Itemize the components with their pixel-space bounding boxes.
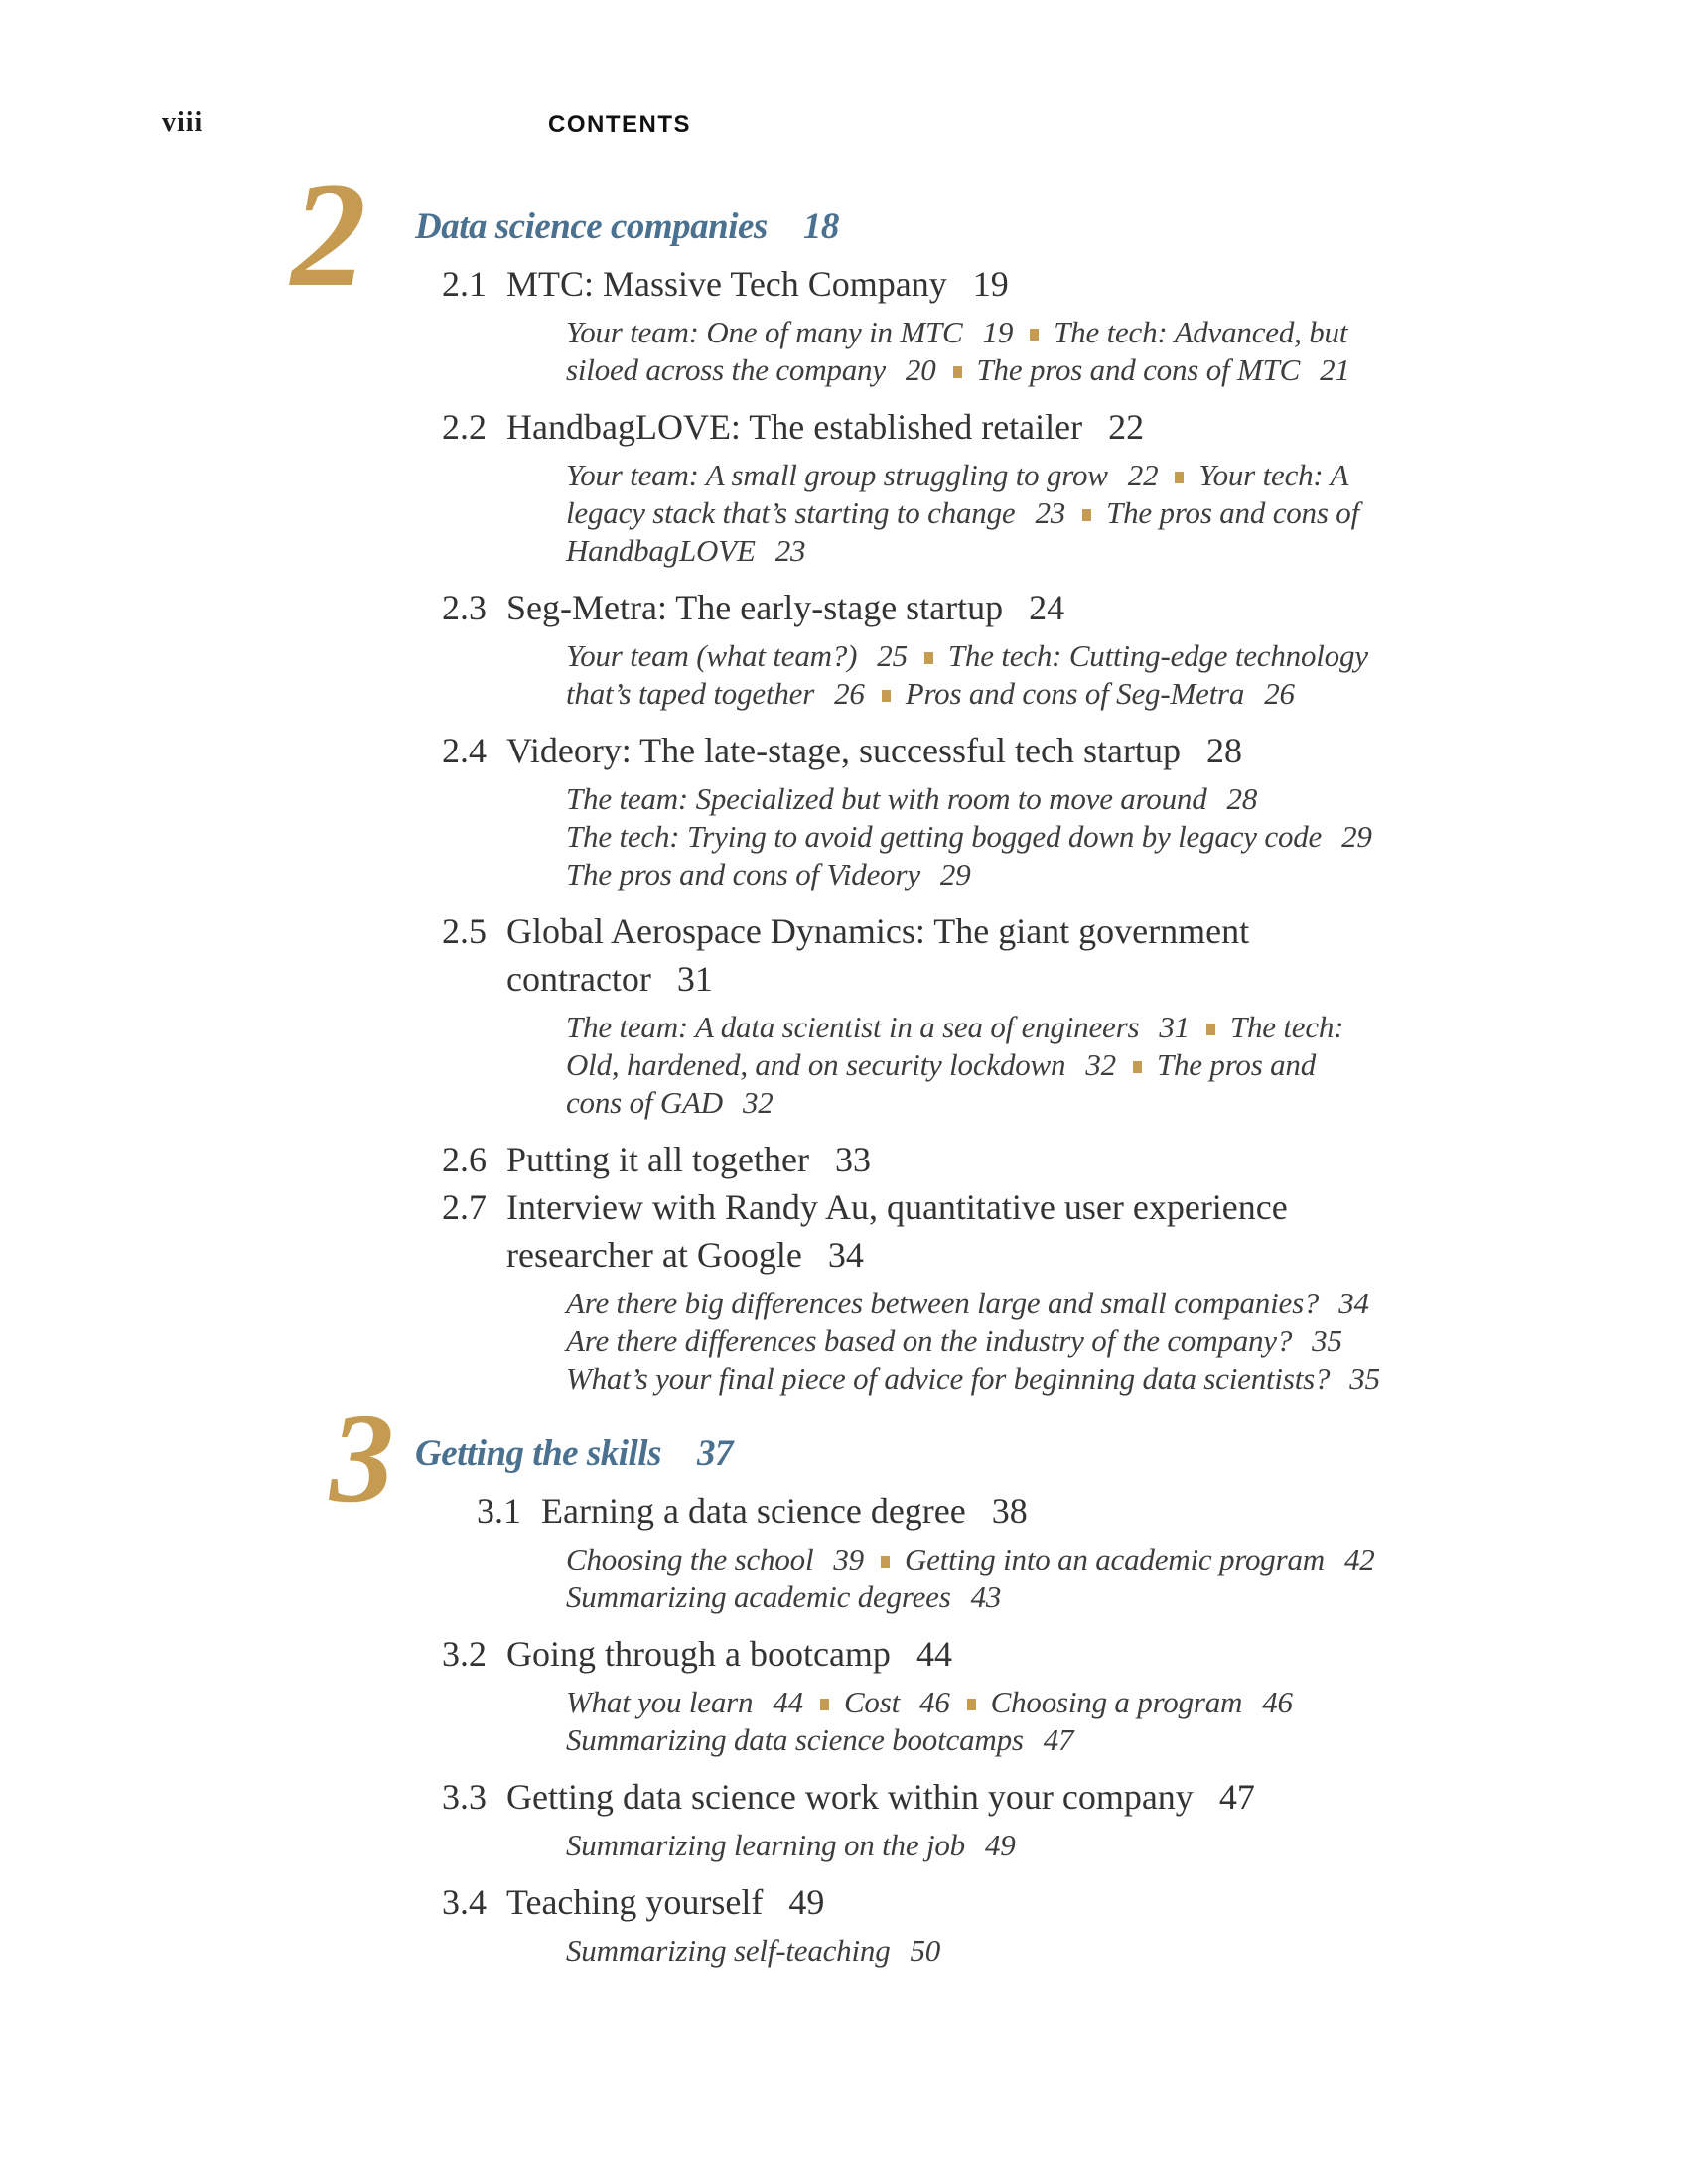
chapter-page-number: 18: [802, 206, 839, 247]
section-heading: [442, 727, 1465, 774]
subsection-page-number: 46: [919, 1685, 950, 1719]
subsection-page-number: 22: [1127, 458, 1159, 492]
section-page-number: 49: [788, 1882, 825, 1922]
subsection-entry: The tech: Trying to avoid getting bogged down by legacy code: [566, 819, 1323, 854]
section-title-line: [506, 1773, 1465, 1821]
section-title-line: [506, 1136, 1465, 1183]
subsection-page-number: 25: [877, 638, 908, 673]
subsection-entry: Summarizing self-teaching: [566, 1933, 891, 1968]
section-row: [442, 1630, 1465, 1759]
section-row: [442, 1487, 1465, 1616]
square-bullet-icon: [820, 1699, 829, 1710]
subsection-line: [566, 675, 1465, 713]
subsection-list: [566, 1932, 1465, 1970]
subsection-line: [566, 314, 1465, 351]
subsection-line: [566, 1009, 1465, 1046]
subsection-list: [566, 637, 1465, 713]
subsection-page-number: 31: [1159, 1010, 1190, 1044]
subsection-page-number: 19: [982, 315, 1014, 349]
section-row: [442, 260, 1465, 389]
section-heading: [477, 1487, 1465, 1535]
subsection-entry: The tech: Cutting-edge technology: [947, 638, 1368, 673]
section-page-number: 24: [1029, 588, 1065, 627]
section-page-number: 34: [827, 1235, 864, 1275]
subsection-entry: Pros and cons of Seg-Metra: [905, 676, 1245, 711]
subsection-entry: The pros and cons of Videory: [566, 857, 920, 891]
subsection-entry: that’s taped together: [566, 676, 815, 711]
chapter-block: [291, 151, 1465, 1412]
section-page-number: 31: [676, 959, 713, 999]
square-bullet-icon: [882, 690, 891, 702]
subsection-entry: Your team: A small group struggling to grow: [566, 458, 1108, 492]
subsection-line: [566, 1684, 1465, 1721]
subsection-list: [566, 1827, 1465, 1864]
section-title-line: [506, 727, 1465, 774]
subsection-entry: Cost: [843, 1685, 901, 1719]
subsection-entry: Choosing a program: [990, 1685, 1243, 1719]
subsection-entry: legacy stack that’s starting to change: [566, 495, 1016, 530]
subsection-line: [566, 457, 1465, 494]
chapter-page-number: 37: [696, 1433, 733, 1474]
square-bullet-icon: [1082, 509, 1091, 521]
subsection-entry: The pros and: [1156, 1047, 1317, 1082]
subsection-line: [566, 780, 1465, 818]
section-row: [442, 907, 1465, 1122]
subsection-line: [566, 637, 1465, 675]
subsection-line: [566, 351, 1465, 389]
section-row: [442, 584, 1465, 713]
subsection-page-number: 35: [1349, 1361, 1380, 1396]
subsection-page-number: 34: [1338, 1286, 1369, 1320]
subsection-page-number: 29: [1341, 819, 1372, 854]
subsection-entry: cons of GAD: [566, 1085, 723, 1120]
section-title: HandbagLOVE: The established retailer: [506, 407, 1083, 447]
section-heading: [442, 1183, 1465, 1279]
chapter-title-text: Data science companies: [415, 206, 768, 247]
subsection-entry: The pros and cons of: [1106, 495, 1359, 530]
subsection-entry: Are there differences based on the industry of the company?: [566, 1323, 1293, 1358]
section-title-line: [506, 1183, 1465, 1231]
section-heading: [442, 260, 1465, 308]
section-title-line: [506, 955, 1465, 1003]
subsection-entry: The tech:: [1229, 1010, 1344, 1044]
subsection-entry: Your team: One of many in MTC: [566, 315, 963, 349]
section-number: 2.5: [442, 911, 487, 951]
subsection-page-number: 23: [774, 533, 806, 568]
section-row: [442, 1183, 1465, 1398]
square-bullet-icon: [924, 652, 933, 664]
section-row: [442, 403, 1465, 570]
section-number: 2.3: [442, 588, 487, 627]
section-heading: [442, 1136, 1465, 1183]
subsection-list: [566, 1541, 1465, 1616]
section-number: 2.6: [442, 1140, 487, 1179]
subsection-page-number: 32: [742, 1085, 774, 1120]
subsection-line: [566, 532, 1465, 570]
section-number: 2.1: [442, 264, 487, 304]
subsection-entry: What’s your final piece of advice for beginning data scientists?: [566, 1361, 1331, 1396]
chapter-title-text: Getting the skills: [415, 1433, 661, 1474]
section-page-number: 47: [1218, 1777, 1255, 1817]
subsection-entry: The team: A data scientist in a sea of engineers: [566, 1010, 1140, 1044]
section-title-line: [506, 1878, 1465, 1926]
chapter-title: [415, 1430, 1465, 1479]
section-row: [442, 1136, 1465, 1183]
subsection-entry: HandbagLOVE: [566, 533, 756, 568]
square-bullet-icon: [967, 1699, 976, 1710]
subsection-entry: Old, hardened, and on security lockdown: [566, 1047, 1066, 1082]
section-row: [442, 1878, 1465, 1970]
section-title: Seg-Metra: The early-stage startup: [506, 588, 1004, 627]
subsection-page-number: 26: [1264, 676, 1295, 711]
subsection-line: [566, 1084, 1465, 1122]
subsection-line: [566, 494, 1465, 532]
section-row: [442, 727, 1465, 893]
section-title: Global Aerospace Dynamics: The giant government: [506, 911, 1250, 951]
subsection-page-number: 21: [1320, 352, 1350, 387]
subsection-line: [566, 1322, 1465, 1360]
square-bullet-icon: [953, 366, 962, 378]
section-number: 3.4: [442, 1882, 487, 1922]
page-folio: viii: [162, 107, 204, 138]
subsection-line: [566, 1932, 1465, 1970]
subsection-entry: Getting into an academic program: [904, 1542, 1325, 1576]
section-title: contractor: [506, 959, 651, 999]
section-heading: [442, 1630, 1465, 1678]
square-bullet-icon: [881, 1556, 890, 1568]
section-page-number: 44: [915, 1634, 952, 1674]
subsection-list: [566, 1009, 1465, 1122]
section-page-number: 38: [991, 1491, 1028, 1531]
section-title: MTC: Massive Tech Company: [506, 264, 947, 304]
subsection-page-number: 29: [939, 857, 971, 891]
subsection-list: [566, 1285, 1465, 1398]
subsection-entry: What you learn: [566, 1685, 754, 1719]
subsection-page-number: 20: [905, 352, 936, 387]
running-header: CONTENTS: [548, 111, 691, 138]
subsection-page-number: 23: [1035, 495, 1066, 530]
subsection-page-number: 50: [910, 1933, 941, 1968]
section-title-line: [506, 403, 1465, 451]
subsection-line: [566, 1721, 1465, 1759]
subsection-list: [566, 457, 1465, 570]
subsection-entry: Summarizing data science bootcamps: [566, 1722, 1024, 1757]
subsection-entry: Summarizing learning on the job: [566, 1828, 965, 1862]
section-title-line: [506, 260, 1465, 308]
subsection-page-number: 26: [834, 676, 865, 711]
section-title-line: [506, 907, 1465, 955]
subsection-entry: The pros and cons of MTC: [976, 352, 1301, 387]
square-bullet-icon: [1175, 472, 1184, 483]
section-number: 2.2: [442, 407, 487, 447]
section-title: Teaching yourself: [506, 1882, 764, 1922]
subsection-page-number: 35: [1312, 1323, 1342, 1358]
section-heading: [442, 584, 1465, 631]
subsection-line: [566, 1046, 1465, 1084]
subsection-entry: Your team (what team?): [566, 638, 858, 673]
square-bullet-icon: [1133, 1061, 1142, 1073]
subsection-entry: The tech: Advanced, but: [1054, 315, 1348, 349]
section-title: Videory: The late-stage, successful tech startup: [506, 731, 1181, 770]
subsection-entry: Choosing the school: [566, 1542, 814, 1576]
section-title-line: [506, 584, 1465, 631]
chapter-numeral: 3: [330, 1387, 394, 1530]
subsection-list: [566, 314, 1465, 389]
section-title: Going through a bootcamp: [506, 1634, 891, 1674]
section-heading: [442, 1878, 1465, 1926]
section-number: 3.3: [442, 1777, 487, 1817]
section-number: 3.2: [442, 1634, 487, 1674]
subsection-line: [566, 1285, 1465, 1322]
chapter-numeral: 2: [291, 151, 366, 318]
section-page-number: 28: [1205, 731, 1242, 770]
section-number: 2.7: [442, 1187, 487, 1227]
subsection-page-number: 32: [1085, 1047, 1116, 1082]
section-page-number: 19: [972, 264, 1009, 304]
section-row: [442, 1773, 1465, 1864]
subsection-entry: The team: Specialized but with room to move around: [566, 781, 1207, 816]
section-title: Putting it all together: [506, 1140, 809, 1179]
subsection-list: [566, 780, 1465, 893]
square-bullet-icon: [1030, 329, 1039, 341]
section-number: 2.4: [442, 731, 487, 770]
subsection-page-number: 47: [1043, 1722, 1074, 1757]
subsection-page-number: 28: [1226, 781, 1258, 816]
square-bullet-icon: [1206, 1024, 1215, 1035]
subsection-page-number: 46: [1262, 1685, 1293, 1719]
section-title: Getting data science work within your company: [506, 1777, 1194, 1817]
subsection-entry: Your tech: A: [1198, 458, 1349, 492]
chapter-block: [330, 1387, 1465, 1983]
subsection-line: [566, 818, 1465, 856]
section-title-line: [541, 1487, 1465, 1535]
subsection-page-number: 39: [833, 1542, 864, 1576]
section-heading: [442, 907, 1465, 1003]
subsection-line: [566, 856, 1465, 893]
chapter-title: [415, 203, 1465, 252]
subsection-entry: Are there big differences between large and small companies?: [566, 1286, 1320, 1320]
section-page-number: 33: [834, 1140, 871, 1179]
subsection-line: [566, 1827, 1465, 1864]
section-title: Earning a data science degree: [541, 1491, 966, 1531]
section-title-line: [506, 1630, 1465, 1678]
subsection-line: [566, 1578, 1465, 1616]
subsection-line: [566, 1541, 1465, 1578]
subsection-page-number: 43: [970, 1579, 1002, 1614]
subsection-line: [566, 1360, 1465, 1398]
subsection-page-number: 44: [773, 1685, 803, 1719]
subsection-entry: Summarizing academic degrees: [566, 1579, 951, 1614]
section-title-line: [506, 1231, 1465, 1279]
subsection-entry: siloed across the company: [566, 352, 886, 387]
subsection-page-number: 49: [984, 1828, 1016, 1862]
section-title: researcher at Google: [506, 1235, 802, 1275]
subsection-list: [566, 1684, 1465, 1759]
section-page-number: 22: [1108, 407, 1145, 447]
section-number: 3.1: [477, 1491, 521, 1531]
section-heading: [442, 403, 1465, 451]
subsection-page-number: 42: [1343, 1542, 1375, 1576]
section-heading: [442, 1773, 1465, 1821]
section-title: Interview with Randy Au, quantitative user experience: [506, 1187, 1288, 1227]
